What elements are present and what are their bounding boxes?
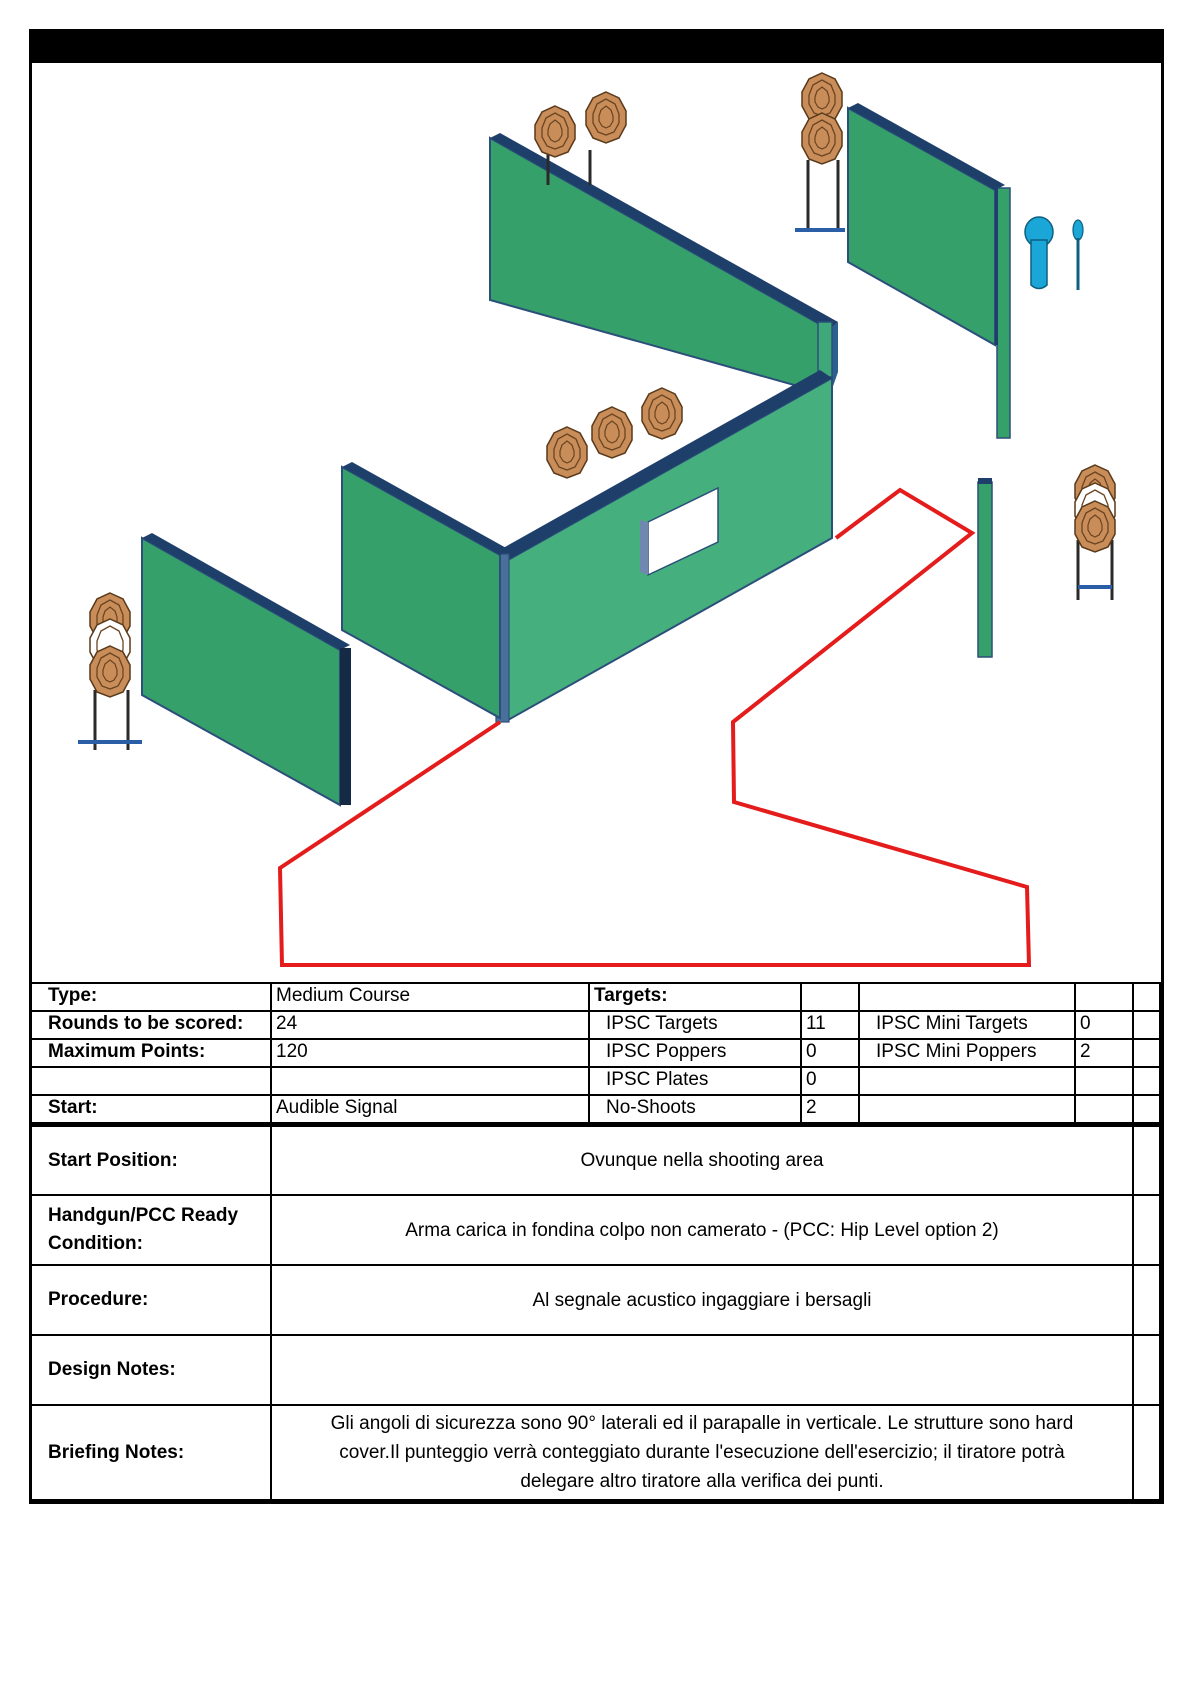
- table-cell: [1134, 984, 1161, 1012]
- start-position-value: Ovunque nella shooting area: [272, 1127, 1134, 1196]
- ipsc-poppers-value: 0: [802, 1040, 860, 1068]
- stage-diagram: [32, 63, 1161, 980]
- table-cell: [1134, 1127, 1161, 1196]
- ipsc-target-icon: [795, 73, 845, 230]
- start-position-label: Start Position:: [32, 1127, 272, 1196]
- ready-condition-label: Handgun/PCC Ready Condition:: [32, 1196, 272, 1266]
- briefing-notes-value: Gli angoli di sicurezza sono 90° laterali ed il parapalle in verticale. Le strutture sono hard cover.Il punteggio verrà conteggiato durante l'esecuzione dell'esercizio; il tiratore potrà delegare altro tiratore alla verifica dei punti.: [272, 1406, 1134, 1501]
- table-cell: [1134, 1406, 1161, 1501]
- mini-poppers-label: IPSC Mini Poppers: [860, 1040, 1076, 1068]
- rounds-label: Rounds to be scored:: [32, 1012, 272, 1040]
- procedure-label: Procedure:: [32, 1266, 272, 1336]
- table-cell: [1134, 1196, 1161, 1266]
- no-shoots-label: No-Shoots: [590, 1096, 802, 1124]
- table-cell: [1076, 1096, 1134, 1124]
- max-points-value: 120: [272, 1040, 590, 1068]
- table-cell: [860, 984, 1076, 1012]
- type-value: Medium Course: [272, 984, 590, 1012]
- ipsc-targets-value: 11: [802, 1012, 860, 1040]
- start-value: Audible Signal: [272, 1096, 590, 1124]
- ipsc-plates-label: IPSC Plates: [590, 1068, 802, 1096]
- wall-right-post: [978, 482, 992, 657]
- ipsc-target-icon: [1075, 465, 1115, 600]
- wall-right-back: [848, 103, 1010, 438]
- table-cell: [1134, 1068, 1161, 1096]
- design-notes-value: [272, 1336, 1134, 1406]
- type-label: Type:: [32, 984, 272, 1012]
- table-cell: [1134, 1096, 1161, 1124]
- mini-popper-icon: [1073, 220, 1083, 290]
- wall-left: [142, 533, 351, 805]
- mini-poppers-value: 2: [1076, 1040, 1134, 1068]
- design-notes-label: Design Notes:: [32, 1336, 272, 1406]
- mini-targets-value: 0: [1076, 1012, 1134, 1040]
- ipsc-poppers-label: IPSC Poppers: [590, 1040, 802, 1068]
- rounds-value: 24: [272, 1012, 590, 1040]
- table-cell: [1076, 984, 1134, 1012]
- mini-targets-label: IPSC Mini Targets: [860, 1012, 1076, 1040]
- no-shoots-value: 2: [802, 1096, 860, 1124]
- procedure-value: Al segnale acustico ingaggiare i bersagli: [272, 1266, 1134, 1336]
- wall-middle-left: [342, 462, 508, 718]
- table-cell: [802, 984, 860, 1012]
- table-cell: [1134, 1266, 1161, 1336]
- targets-label: Targets:: [590, 984, 802, 1012]
- start-label: Start:: [32, 1096, 272, 1124]
- table-cell: [32, 1068, 272, 1096]
- table-cell: [272, 1068, 590, 1096]
- ipsc-plates-value: 0: [802, 1068, 860, 1096]
- wall-back-long: [490, 133, 838, 395]
- max-points-label: Maximum Points:: [32, 1040, 272, 1068]
- popper-icon: [1025, 217, 1053, 289]
- ipsc-targets-label: IPSC Targets: [590, 1012, 802, 1040]
- table-cell: [1076, 1068, 1134, 1096]
- table-cell: [860, 1096, 1076, 1124]
- table-cell: [1134, 1336, 1161, 1406]
- ipsc-target-icon: [78, 593, 142, 750]
- table-cell: [1134, 1012, 1161, 1040]
- ipsc-target-icon: [535, 92, 626, 185]
- table-cell: [860, 1068, 1076, 1096]
- ready-condition-value: Arma carica in fondina colpo non camerato - (PCC: Hip Level option 2): [272, 1196, 1134, 1266]
- briefing-notes-label: Briefing Notes:: [32, 1406, 272, 1501]
- table-cell: [1134, 1040, 1161, 1068]
